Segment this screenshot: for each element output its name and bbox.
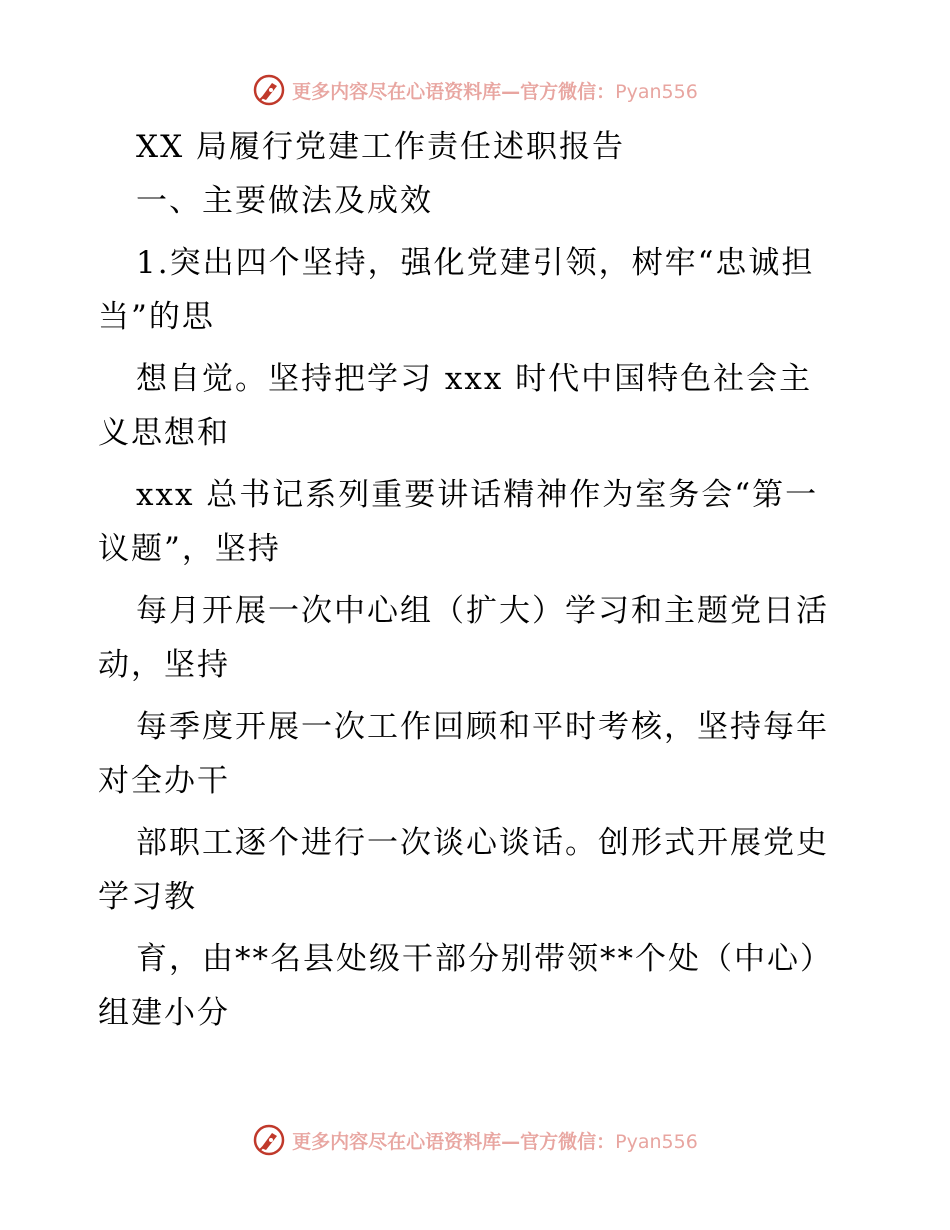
paragraph-line: 1.突出四个坚持，强化党建引领，树牢“忠诚担 <box>136 245 815 281</box>
top-watermark-banner <box>0 70 950 110</box>
paragraph-line: 学习教 <box>98 879 197 915</box>
paragraph-line: 每季度开展一次工作回顾和平时考核，坚持每年 <box>136 709 829 745</box>
paragraph-line: 每月开展一次中心组（扩大）学习和主题党日活 <box>136 593 829 629</box>
pen-nib-circle-icon <box>252 1123 286 1157</box>
paragraph-line: 动，坚持 <box>98 647 230 683</box>
paragraph-line: 组建小分 <box>98 995 230 1031</box>
watermark-text: 更多内容尽在心语资料库—官方微信：Pyan556 <box>292 80 698 103</box>
paragraph-line: 部职工逐个进行一次谈心谈话。创形式开展党史 <box>136 825 829 861</box>
paragraph-line: 想自觉。坚持把学习 xxx 时代中国特色社会主 <box>136 361 813 397</box>
paragraph-line: 当”的思 <box>98 299 215 335</box>
paragraph-line: xxx 总书记系列重要讲话精神作为室务会“第一 <box>136 477 819 513</box>
paragraph-line: 义思想和 <box>98 415 230 451</box>
paragraph-line: 议题”，坚持 <box>98 531 281 567</box>
document-body <box>98 120 858 1040</box>
pen-nib-circle-icon <box>252 73 286 107</box>
bottom-watermark-banner <box>0 1120 950 1160</box>
document-title: XX 局履行党建工作责任述职报告 <box>136 129 625 165</box>
section-heading: 一、主要做法及成效 <box>136 183 433 219</box>
paragraph-line: 育，由**名县处级干部分别带领**个处（中心） <box>136 941 833 977</box>
paragraph-line: 对全办干 <box>98 763 230 799</box>
watermark-text: 更多内容尽在心语资料库—官方微信：Pyan556 <box>292 1130 698 1153</box>
